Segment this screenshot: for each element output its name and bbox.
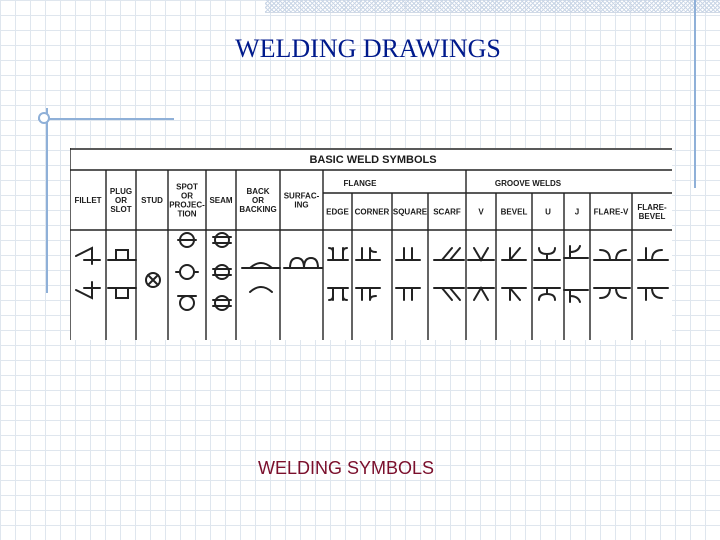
symbol-flare-bevel: [638, 248, 668, 300]
symbol-stud: [146, 273, 160, 287]
table-title: BASIC WELD SYMBOLS: [309, 154, 437, 166]
symbol-surfacing: [284, 258, 322, 268]
right-accent-rule: [694, 0, 696, 188]
column-headers: [74, 183, 667, 222]
column-header-back: BACK OR BACKING: [239, 187, 277, 214]
symbol-seam: [213, 233, 231, 310]
column-header-flare-bevel: FLARE-BEVEL: [637, 203, 667, 221]
column-header-plug: PLUG OR SLOT: [109, 187, 133, 214]
column-header-u: U: [545, 207, 551, 217]
symbol-back-backing: [242, 263, 280, 292]
column-header-corner: CORNER: [354, 207, 390, 217]
column-header-stud: STUD: [141, 196, 163, 205]
slide-title: WELDING DRAWINGS: [235, 34, 501, 63]
symbol-corner: [356, 248, 380, 300]
column-header-seam: SEAM: [209, 196, 233, 205]
top-decorative-bar: [265, 0, 720, 13]
column-header-flare-v: FLARE-V: [593, 207, 629, 217]
column-header-scarf: SCARF: [433, 207, 461, 217]
symbol-edge: [328, 248, 348, 300]
column-header-j: J: [574, 207, 580, 217]
column-header-fillet: FILLET: [74, 196, 102, 205]
weld-symbols-table: [70, 148, 672, 340]
symbol-spot-projection: [176, 233, 198, 310]
slide-caption: WELDING SYMBOLS: [258, 458, 435, 478]
column-header-v: V: [478, 207, 484, 217]
column-header-bevel: BEVEL: [500, 207, 528, 217]
column-header-surfacing: SURFAC-ING: [283, 191, 320, 210]
column-header-edge: EDGE: [326, 207, 349, 217]
symbol-flare-v: [594, 250, 630, 298]
weld-symbols-svg: [70, 148, 672, 340]
symbol-v: [468, 248, 494, 300]
left-accent-rule: [46, 108, 48, 293]
symbol-plug-slot: [108, 250, 136, 298]
column-header-square: SQUARE: [392, 207, 428, 217]
group-label-flange: FLANGE: [343, 179, 377, 188]
symbol-square: [396, 248, 420, 300]
symbol-scarf: [434, 248, 464, 300]
symbol-u: [534, 248, 560, 300]
symbol-bevel: [502, 248, 526, 300]
column-header-spot: SPOT OR PROJEC-TION: [169, 182, 205, 219]
horizontal-accent-rule: [38, 118, 174, 120]
group-label-groove: GROOVE WELDS: [494, 179, 562, 188]
symbol-j: [564, 246, 588, 302]
accent-circle-icon: [38, 112, 50, 124]
symbol-fillet: [76, 248, 100, 298]
